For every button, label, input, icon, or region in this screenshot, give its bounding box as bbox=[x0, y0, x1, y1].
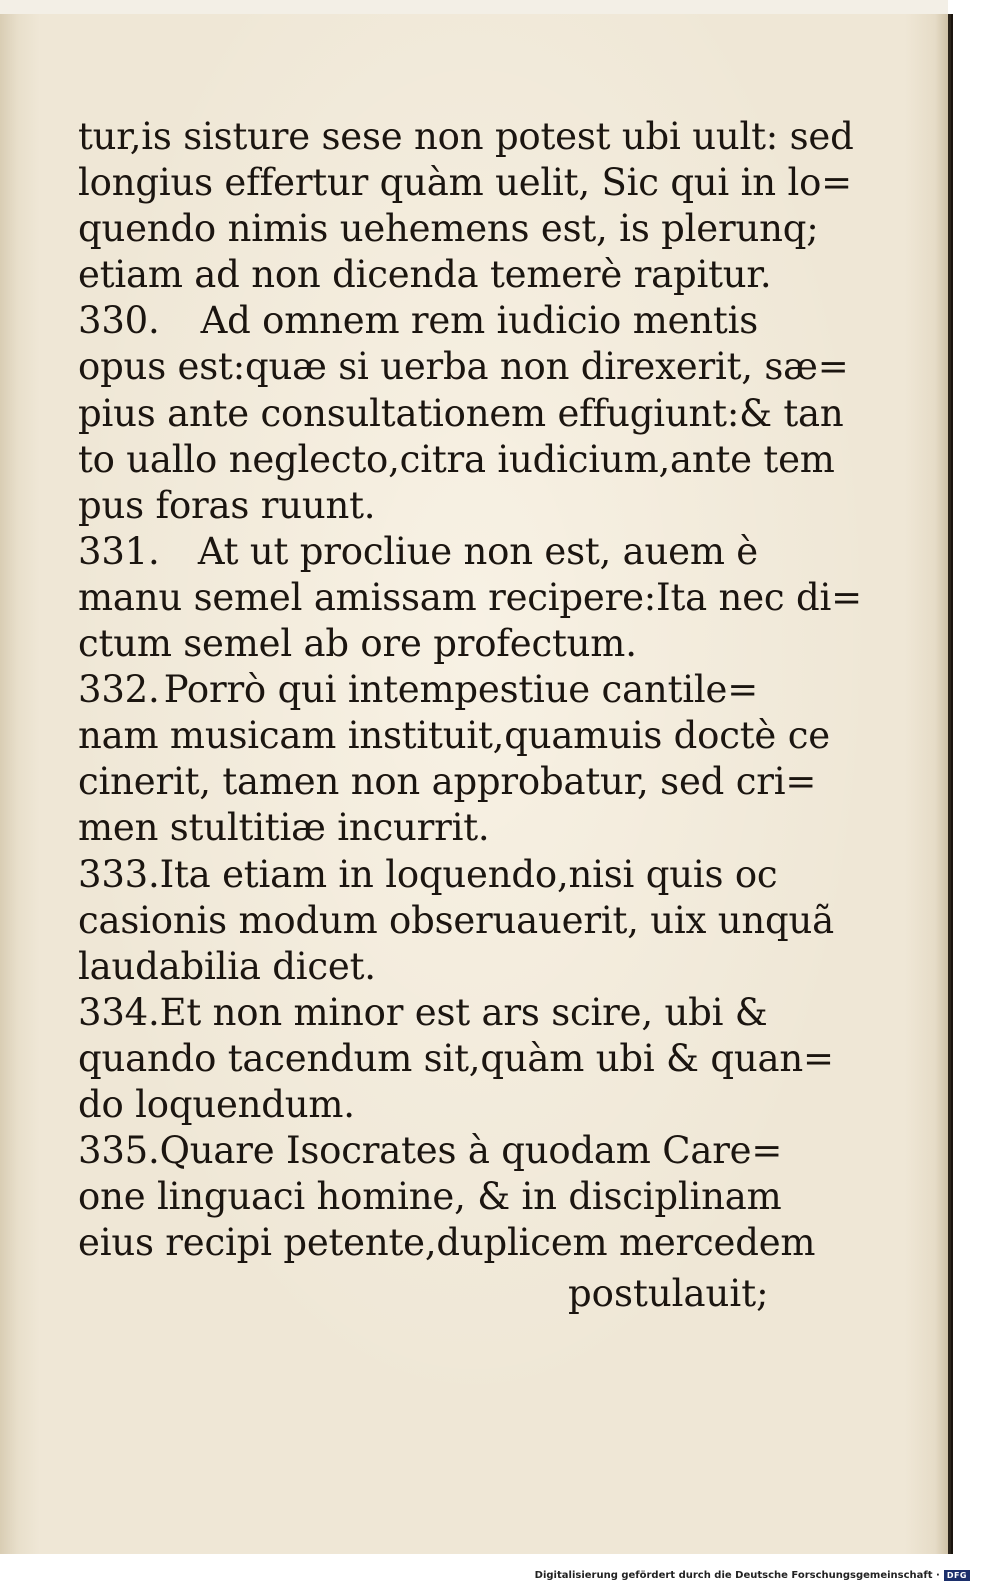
paragraph-number: 333. bbox=[78, 852, 160, 896]
paragraph-number: 332. bbox=[78, 668, 160, 712]
line-text: pus foras ruunt. bbox=[78, 483, 376, 527]
text-line bbox=[78, 713, 830, 759]
line-text: casionis modum obseruauerit, uix unquã bbox=[78, 898, 834, 942]
text-line bbox=[78, 621, 758, 667]
paragraph-first-line bbox=[78, 529, 758, 575]
line-text: longius effertur quàm uelit, Sic qui in lo= bbox=[78, 161, 852, 205]
line-text: tur,is sisture sese non potest ubi uult: sed bbox=[78, 115, 854, 158]
line-text: Ad omnem rem iudicio mentis bbox=[200, 299, 758, 343]
text-line bbox=[78, 944, 758, 990]
line-text: Quare Isocrates à quodam Care= bbox=[159, 1129, 783, 1173]
line-text: laudabilia dicet. bbox=[78, 944, 376, 988]
text-line bbox=[78, 1082, 758, 1128]
line-text: cinerit, tamen non approbatur, sed cri= bbox=[78, 760, 817, 804]
line-text: Porrò qui intempestiue cantile= bbox=[163, 668, 758, 712]
text-line bbox=[78, 805, 758, 851]
paragraph-first-line bbox=[78, 852, 778, 898]
line-text: At ut procliue non est, auem è bbox=[197, 529, 758, 573]
page-top-edge bbox=[0, 0, 948, 14]
paragraph-number: 331. bbox=[78, 529, 160, 573]
line-text: opus est:quæ si uerba non direxerit, sæ= bbox=[78, 345, 849, 389]
text-line bbox=[78, 1220, 816, 1266]
text-line bbox=[78, 483, 758, 529]
credit-text: Digitalisierung gefördert durch die Deutsche Forschungsgemeinschaft · bbox=[534, 1570, 940, 1581]
line-text: to uallo neglecto,citra iudicium,ante tem bbox=[78, 437, 835, 481]
page-text bbox=[78, 114, 862, 1266]
line-text: do loquendum. bbox=[78, 1082, 355, 1126]
paragraph-number: 330. bbox=[78, 299, 160, 343]
line-text: Et non minor est ars scire, ubi & bbox=[159, 990, 768, 1034]
line-text: eius recipi petente,duplicem mercedem bbox=[78, 1221, 816, 1265]
catchword: postulauit; bbox=[568, 1272, 769, 1315]
line-text: men stultitiæ incurrit. bbox=[78, 806, 490, 850]
digitization-credit bbox=[535, 1570, 970, 1581]
paragraph-first-line bbox=[78, 667, 758, 713]
text-line bbox=[78, 160, 852, 206]
text-line bbox=[78, 437, 835, 483]
paragraph-first-line bbox=[78, 990, 768, 1036]
line-text: quendo nimis uehemens est, is plerunq; bbox=[78, 207, 819, 251]
text-line bbox=[78, 206, 819, 252]
text-line bbox=[78, 252, 772, 298]
text-line bbox=[78, 114, 854, 160]
text-line bbox=[78, 759, 817, 805]
paragraph-first-line bbox=[78, 1128, 783, 1174]
text-line bbox=[78, 1174, 782, 1220]
line-text: one linguaci homine, & in disciplinam bbox=[78, 1175, 782, 1219]
paragraph-number: 335. bbox=[78, 1129, 160, 1173]
paragraph-first-line bbox=[78, 298, 758, 344]
line-text: pius ante consultationem effugiunt:& tan bbox=[78, 391, 844, 435]
book-page bbox=[0, 14, 951, 1554]
text-line bbox=[78, 898, 834, 944]
text-line bbox=[78, 1036, 834, 1082]
paragraph-number: 334. bbox=[78, 990, 160, 1034]
text-line bbox=[78, 391, 844, 437]
dfg-logo: DFG bbox=[944, 1570, 970, 1581]
text-line bbox=[78, 575, 862, 621]
line-text: ctum semel ab ore profectum. bbox=[78, 622, 637, 666]
text-line bbox=[78, 344, 849, 390]
line-text: Ita etiam in loquendo,nisi quis oc bbox=[159, 852, 778, 896]
line-text: nam musicam instituit,quamuis doctè ce bbox=[78, 714, 830, 758]
line-text: etiam ad non dicenda temerè rapitur. bbox=[78, 253, 772, 297]
line-text: quando tacendum sit,quàm ubi & quan= bbox=[78, 1036, 834, 1080]
line-text: manu semel amissam recipere:Ita nec di= bbox=[78, 575, 862, 619]
